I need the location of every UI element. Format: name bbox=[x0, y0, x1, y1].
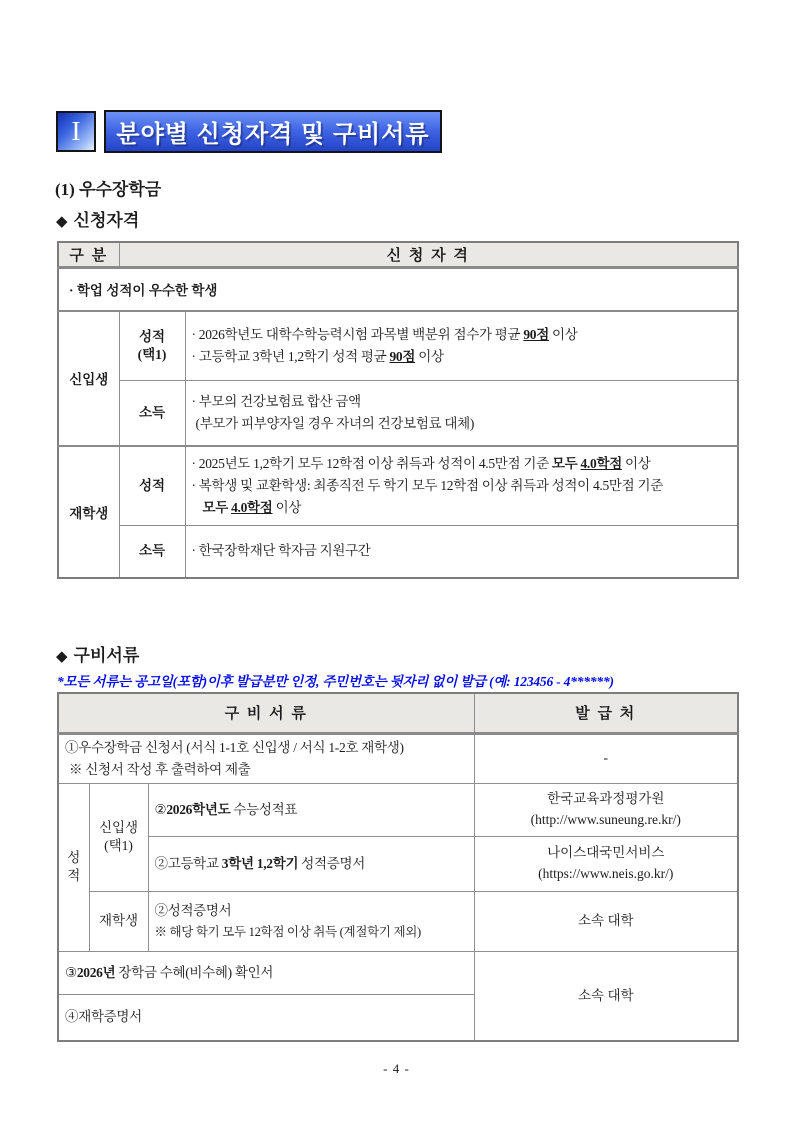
issuer-cell-merged: 소속 대학 bbox=[474, 951, 738, 1041]
qualification-table bbox=[57, 241, 739, 579]
subsection-title: (1) 우수장학금 bbox=[55, 180, 162, 199]
enrollment-certificate-cell bbox=[58, 994, 474, 1041]
section-title-banner bbox=[104, 110, 442, 153]
common-qualification-row bbox=[58, 268, 738, 311]
criteria-line: 모두 4.0학점 이상 bbox=[202, 499, 302, 515]
section-roman-numeral: I bbox=[71, 116, 81, 146]
choice-label: (택1) bbox=[104, 838, 133, 853]
freshman-label: 신입생 bbox=[98, 819, 139, 835]
row-label-grade: 성적 bbox=[119, 446, 185, 526]
freshman-grade-row bbox=[58, 311, 738, 381]
criteria-line: · 한국장학재단 학자금 지원구간 bbox=[191, 543, 371, 559]
document-line: ②2026학년도 수능성적표 bbox=[154, 801, 298, 817]
section-roman-numeral-box bbox=[56, 111, 96, 152]
row-label-income: 소득 bbox=[119, 381, 185, 446]
issuer-cell bbox=[474, 836, 738, 891]
issuer-name: 나이스대국민서비스 bbox=[547, 845, 665, 861]
row-label-grade-choice bbox=[119, 311, 185, 381]
enrolled-grade-criteria bbox=[185, 446, 738, 526]
qualification-heading-label: 신청자격 bbox=[73, 211, 140, 230]
enrolled-transcript-cell bbox=[148, 891, 474, 951]
documents-heading bbox=[56, 641, 139, 666]
scholarship-confirmation-row bbox=[58, 951, 738, 994]
common-qualification-text: · 학업 성적이 우수한 학생 bbox=[58, 268, 738, 311]
group-label-freshman: 신입생 bbox=[58, 311, 119, 446]
group-label-freshman-choice bbox=[89, 783, 148, 891]
application-form-cell bbox=[58, 733, 474, 783]
issuer-name: 한국교육과정평가원 bbox=[547, 791, 665, 807]
document-line: ③2026년 장학금 수혜(비수혜) 확인서 bbox=[65, 964, 274, 980]
grade-label: 성적 bbox=[138, 328, 166, 344]
criteria-line: · 2026학년도 대학수학능력시험 과목별 백분위 점수가 평균 90점 이상 bbox=[191, 326, 578, 342]
application-form-row bbox=[58, 733, 738, 783]
suneung-report-row bbox=[58, 783, 738, 836]
col-header-qualification: 신 청 자 격 bbox=[119, 242, 738, 268]
issuer-cell: 소속 대학 bbox=[474, 891, 738, 951]
qualification-heading bbox=[56, 206, 139, 231]
criteria-line: · 복학생 및 교환학생: 최종직전 두 학기 모두 12학점 이상 취득과 성적이 4.5만점 기준 bbox=[191, 477, 663, 493]
grade-choice-label: (택1) bbox=[137, 346, 167, 362]
criteria-line: · 부모의 건강보험료 합산 금액 bbox=[191, 393, 361, 409]
scholarship-confirmation-cell bbox=[58, 951, 474, 994]
issuer-url: (https://www.neis.go.kr/) bbox=[538, 865, 674, 881]
group-label-enrolled: 재학생 bbox=[89, 891, 148, 951]
documents-note: *모든 서류는 공고일(포함)이후 발급분만 인정, 주민번호는 뒷자리 없이 발급 (예: 123456 - 4******) bbox=[57, 674, 614, 689]
row-label-income: 소득 bbox=[119, 526, 185, 578]
freshman-income-row bbox=[58, 381, 738, 446]
document-line: ②성적증명서 bbox=[154, 902, 232, 918]
group-label-enrolled: 재학생 bbox=[58, 446, 119, 578]
qualification-table-header-row bbox=[58, 242, 738, 268]
document-line: ※ 신청서 작성 후 출력하여 제출 bbox=[69, 761, 251, 777]
issuer-cell: - bbox=[474, 733, 738, 783]
enrolled-income-criteria bbox=[185, 526, 738, 578]
col-header-documents: 구 비 서 류 bbox=[58, 693, 474, 733]
col-header-issuer: 발 급 처 bbox=[474, 693, 738, 733]
document-line: ②고등학교 3학년 1,2학기 성적증명서 bbox=[154, 855, 365, 871]
highschool-transcript-cell bbox=[148, 836, 474, 891]
enrolled-grade-row bbox=[58, 446, 738, 526]
freshman-income-criteria bbox=[185, 381, 738, 446]
section-title: 분야별 신청자격 및 구비서류 bbox=[116, 121, 430, 148]
document-subnote: ※ 해당 학기 모두 12학점 이상 취득 (계절학기 제외) bbox=[154, 924, 421, 939]
highschool-transcript-row bbox=[58, 836, 738, 891]
documents-table bbox=[57, 692, 739, 1042]
page-number: - 4 - bbox=[383, 1061, 410, 1076]
issuer-cell bbox=[474, 783, 738, 836]
freshman-grade-criteria bbox=[185, 311, 738, 381]
col-header-division: 구 분 bbox=[58, 242, 119, 268]
criteria-line: (부모가 피부양자일 경우 자녀의 건강보험료 대체) bbox=[195, 415, 475, 431]
documents-table-header-row bbox=[58, 693, 738, 733]
diamond-icon: ◆ bbox=[56, 649, 68, 665]
group-label-grade: 성적 bbox=[58, 783, 89, 951]
document-line: ①우수장학금 신청서 (서식 1-1호 신입생 / 서식 1-2호 재학생) bbox=[65, 739, 404, 755]
enrolled-transcript-row bbox=[58, 891, 738, 951]
documents-heading-label: 구비서류 bbox=[73, 646, 140, 665]
criteria-line: · 고등학교 3학년 1,2학기 성적 평균 90점 이상 bbox=[191, 348, 444, 364]
suneung-report-cell bbox=[148, 783, 474, 836]
diamond-icon: ◆ bbox=[56, 214, 68, 230]
criteria-line: · 2025년도 1,2학기 모두 12학점 이상 취득과 성적이 4.5만점 기준 모두 4.0학점 이상 bbox=[191, 455, 651, 471]
enrolled-income-row bbox=[58, 526, 738, 578]
issuer-url: (http://www.suneung.re.kr/) bbox=[530, 811, 681, 827]
document-line: ④재학증명서 bbox=[65, 1009, 142, 1025]
